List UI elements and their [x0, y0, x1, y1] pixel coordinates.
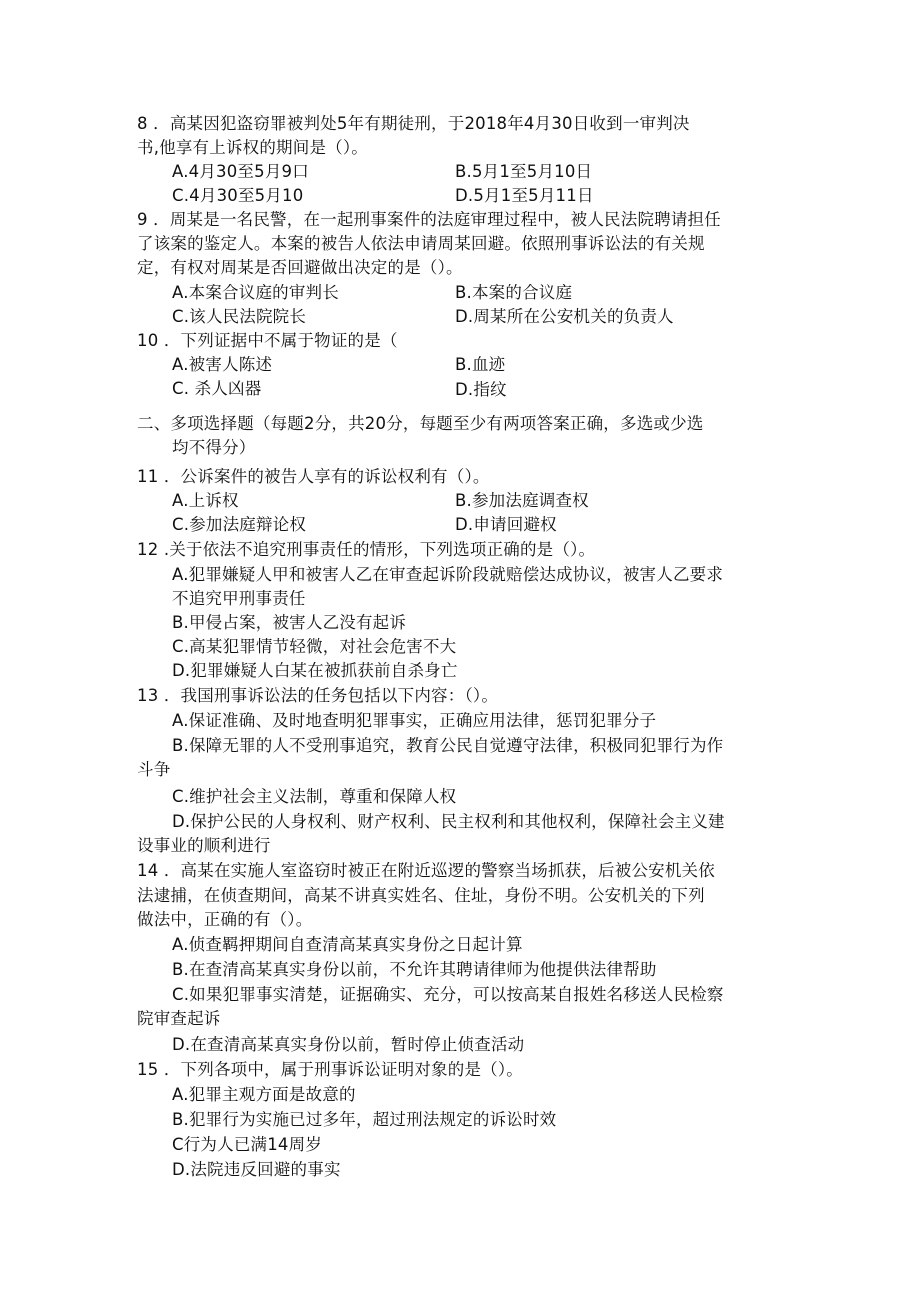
question-12-option-c: C.高某犯罪情节轻微，对社会危害不大: [172, 637, 457, 656]
question-15-text: 15 ．下列各项中，属于刑事诉讼证明对象的是（）。: [137, 1060, 523, 1079]
question-8-option-d: D.5月1至5月11日: [455, 186, 594, 205]
question-9-text: 9 ．周某是一名民警，在一起刑事案件的法庭审理过程中，被人民法院聘请担任: [137, 210, 721, 229]
question-15-option-d: D.法院违反回避的事实: [172, 1160, 341, 1179]
question-8-text-cont: 书,他享有上诉权的期间是（）。: [137, 138, 368, 157]
section-2-heading-cont: 均不得分）: [172, 438, 256, 457]
question-10-option-a: A.被害人陈述: [172, 355, 273, 374]
question-13-option-d: D.保护公民的人身权利、财产权利、民主权利和其他权利，保障社会主义建: [172, 812, 725, 831]
question-15-option-a: A.犯罪主观方面是故意的: [172, 1085, 356, 1104]
question-12-option-d: D.犯罪嫌疑人白某在被抓获前自杀身亡: [172, 661, 458, 680]
question-9-option-c: C.该人民法院院长: [172, 307, 307, 326]
question-8-text: 8 ．高某因犯盗窃罪被判处5年有期徒刑，于2018年4月30日收到一审判决: [137, 114, 690, 133]
question-15-option-b: B.犯罪行为实施已过多年，超过刑法规定的诉讼时效: [172, 1110, 557, 1129]
section-2-heading: 二、多项选择题（每题2分，共20分，每题至少有两项答案正确，多选或少选: [137, 414, 704, 433]
question-11-option-c: C.参加法庭辩论权: [172, 515, 307, 534]
question-11-option-a: A.上诉权: [172, 491, 239, 510]
question-12-option-b: B.甲侵占案，被害人乙没有起诉: [172, 613, 407, 632]
question-14-text-cont2: 做法中，正确的有（）。: [137, 910, 313, 929]
question-15-option-c: C行为人已满14周岁: [172, 1135, 323, 1154]
question-13-option-b-cont: 斗争: [137, 760, 171, 779]
question-14-option-c: C.如果犯罪事实清楚，证据确实、充分，可以按高某自报姓名移送人民检察: [172, 985, 724, 1004]
question-8-option-a: A.4月30至5月9口: [172, 162, 309, 181]
question-13-option-c: C.维护社会主义法制，尊重和保障人权: [172, 787, 457, 806]
question-13-option-d-cont: 设事业的顺利进行: [137, 836, 271, 855]
question-9-option-d: D.周某所在公安机关的负责人: [455, 307, 674, 326]
question-10-option-b: B.血迹: [455, 355, 506, 374]
question-11-option-b: B.参加法庭调查权: [455, 491, 589, 510]
question-14-option-a: A.侦查羁押期间自查清高某真实身份之日起计算: [172, 935, 523, 954]
question-13-option-a: A.保证准确、及时地查明犯罪事实，正确应用法律，惩罚犯罪分子: [172, 711, 657, 730]
question-11-text: 11 ．公诉案件的被告人享有的诉讼权利有（）。: [137, 467, 490, 486]
question-12-text: 12 .关于依法不追究刑事责任的情形，下列选项正确的是（）。: [137, 540, 596, 559]
question-14-option-b: B.在查清高某真实身份以前，不允许其聘请律师为他提供法律帮助: [172, 960, 657, 979]
question-12-option-a-cont: 不追究甲刑事责任: [172, 589, 306, 608]
question-12-option-a: A.犯罪嫌疑人甲和被害人乙在审查起诉阶段就赔偿达成协议，被害人乙要求: [172, 565, 724, 584]
question-10-option-c: C. 杀人凶器: [172, 379, 262, 398]
question-9-option-b: B.本案的合议庭: [455, 283, 573, 302]
question-9-text-cont2: 定，有权对周某是否回避做出决定的是（）。: [137, 258, 463, 277]
question-10-text: 10 ．下列证据中不属于物证的是（: [137, 331, 398, 350]
question-9-option-a: A.本案合议庭的审判长: [172, 283, 339, 302]
question-8-option-c: C.4月30至5月10: [172, 186, 304, 205]
question-14-option-c-cont: 院审查起诉: [137, 1009, 221, 1028]
question-13-text: 13 ．我国刑事诉讼法的任务包括以下内容：（）。: [137, 686, 499, 705]
question-14-text: 14 ．高某在实施人室盗窃时被正在附近巡逻的警察当场抓获，后被公安机关依: [137, 861, 715, 880]
question-10-option-d: D.指纹: [455, 380, 507, 399]
question-11-option-d: D.申请回避权: [455, 515, 557, 534]
question-13-option-b: B.保障无罪的人不受刑事追究，教育公民自觉遵守法律，积极同犯罪行为作: [172, 736, 724, 755]
question-8-option-b: B.5月1至5月10日: [455, 162, 593, 181]
question-14-text-cont: 法逮捕，在侦查期间，高某不讲真实姓名、住址，身份不明。公安机关的下列: [137, 886, 705, 905]
question-14-option-d: D.在查清高某真实身份以前，暂时停止侦查活动: [172, 1035, 525, 1054]
question-9-text-cont: 了该案的鉴定人。本案的被告人依法申请周某回避。依照刑事诉讼法的有关规: [137, 234, 705, 253]
